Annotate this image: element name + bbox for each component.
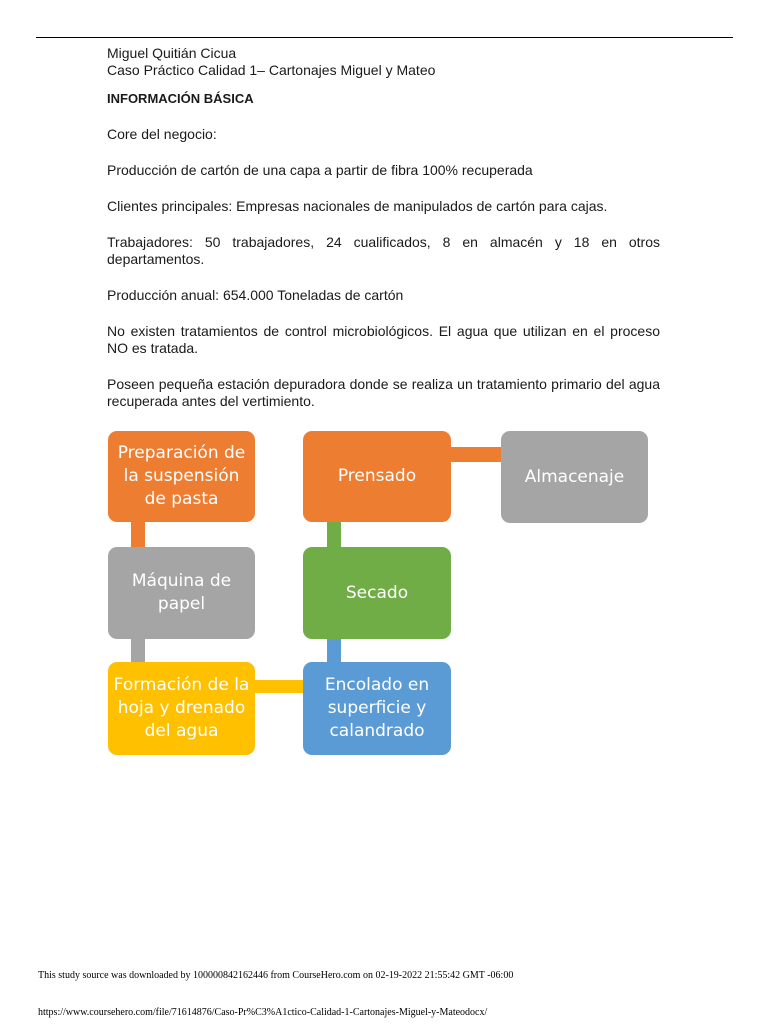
top-rule bbox=[36, 37, 733, 38]
paragraph-depuradora: Poseen pequeña estación depuradora donde se realiza un tratamiento primario del agua recuperada antes del vertimiento. bbox=[107, 376, 660, 409]
step-secado-label: Secado bbox=[345, 582, 409, 603]
source-note: This study source was downloaded by 100000842162446 from CourseHero.com on 02-19-2022 21:55:42 GMT -06:00 bbox=[38, 970, 514, 981]
author-name: Miguel Quitián Cicua bbox=[107, 45, 237, 61]
connector-formacion-encolado bbox=[255, 680, 303, 693]
paragraph-trabajadores: Trabajadores: 50 trabajadores, 24 cualificados, 8 en almacén y 18 en otros departamentos. bbox=[107, 234, 660, 267]
source-url[interactable]: https://www.coursehero.com/file/71614876/Caso-Pr%C3%A1ctico-Calidad-1-Cartonajes-Miguel-y-Mateodocx/ bbox=[38, 1007, 488, 1018]
paragraph-core: Core del negocio: bbox=[107, 126, 217, 142]
connector-maquina-formacion bbox=[131, 639, 145, 662]
connector-prensado-almacenaje bbox=[451, 447, 501, 462]
step-encolado-label: Encolado en superficie y calandrado bbox=[324, 675, 430, 741]
document-body bbox=[107, 45, 660, 410]
step-secado bbox=[303, 547, 451, 639]
connector-secado-prensado bbox=[327, 522, 341, 547]
step-maquina-label: Máquina de papel bbox=[131, 571, 232, 614]
section-title: INFORMACIÓN BÁSICA bbox=[107, 91, 254, 106]
paragraph-produccion: Producción de cartón de una capa a partir de fibra 100% recuperada bbox=[107, 162, 533, 178]
step-preparacion bbox=[108, 431, 255, 522]
paragraph-clientes: Clientes principales: Empresas nacionales de manipulados de cartón para cajas. bbox=[107, 198, 608, 214]
step-prensado bbox=[303, 431, 451, 522]
paragraph-microbiologicos: No existen tratamientos de control microbiológicos. El agua que utilizan en el proceso NO es tratada. bbox=[107, 323, 660, 356]
step-formacion bbox=[108, 662, 255, 755]
connector-preparacion-maquina bbox=[131, 522, 145, 547]
step-encolado bbox=[303, 662, 451, 755]
paragraph-produccion-anual: Producción anual: 654.000 Toneladas de cartón bbox=[107, 287, 404, 303]
document-subtitle: Caso Práctico Calidad 1– Cartonajes Miguel y Mateo bbox=[107, 62, 436, 78]
step-formacion-label: Formación de la hoja y drenado del agua bbox=[113, 675, 250, 741]
step-maquina bbox=[108, 547, 255, 639]
step-almacenaje-label: Almacenaje bbox=[524, 466, 625, 487]
connector-encolado-secado bbox=[327, 639, 341, 662]
step-prensado-label: Prensado bbox=[337, 466, 417, 486]
step-preparacion-label: Preparación de la suspensión de pasta bbox=[117, 443, 246, 509]
step-almacenaje bbox=[501, 431, 648, 523]
